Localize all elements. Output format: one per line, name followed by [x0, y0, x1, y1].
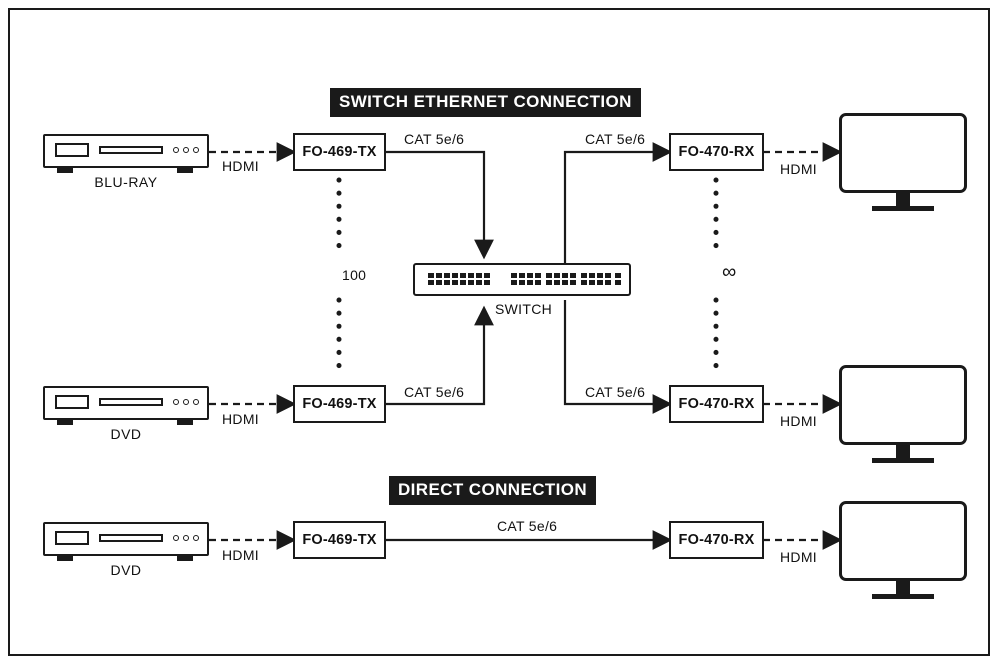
- switch-label: SWITCH: [495, 301, 553, 317]
- source-label-dvd-2: DVD: [110, 562, 142, 578]
- link-label-cat-rx1: CAT 5e/6: [585, 131, 646, 147]
- display-base: [872, 206, 934, 211]
- link-label-hdmi-out-1: HDMI: [780, 161, 817, 177]
- link-label-hdmi-1: HDMI: [222, 158, 259, 174]
- source-device-bluray: [43, 134, 209, 190]
- source-foot-right: [177, 420, 193, 425]
- receiver-box-1: FO-470-RX: [669, 133, 764, 171]
- display-1: [839, 113, 967, 217]
- display-screen: [839, 365, 967, 445]
- display-neck: [896, 445, 910, 459]
- display-screen: [839, 113, 967, 193]
- stack-count-rx: ∞: [722, 261, 737, 283]
- stack-count-tx: 100: [342, 267, 367, 283]
- display-base: [872, 594, 934, 599]
- network-switch: [413, 263, 631, 296]
- source-device-dvd-2: [43, 522, 209, 578]
- source-tray: [55, 395, 89, 409]
- display-base: [872, 458, 934, 463]
- source-foot-left: [57, 420, 73, 425]
- source-foot-left: [57, 556, 73, 561]
- transmitter-box-2: FO-469-TX: [293, 385, 386, 423]
- source-buttons: [173, 535, 199, 541]
- transmitter-box-3: FO-469-TX: [293, 521, 386, 559]
- switch-port-group-1: [428, 273, 490, 285]
- source-foot-right: [177, 556, 193, 561]
- display-2: [839, 365, 967, 469]
- source-disc-slot: [99, 534, 163, 542]
- switch-port-group-3: [546, 273, 576, 285]
- display-screen: [839, 501, 967, 581]
- link-label-cat-tx1: CAT 5e/6: [404, 131, 465, 147]
- display-3: [839, 501, 967, 605]
- source-device-dvd-1: [43, 386, 209, 442]
- source-buttons: [173, 399, 199, 405]
- source-foot-left: [57, 168, 73, 173]
- link-label-hdmi-out-3: HDMI: [780, 549, 817, 565]
- switch-port-group-4: [581, 273, 611, 285]
- source-tray: [55, 143, 89, 157]
- section-title-direct: DIRECT CONNECTION: [389, 476, 596, 505]
- link-label-hdmi-3: HDMI: [222, 547, 259, 563]
- section-title-switch-ethernet: SWITCH ETHERNET CONNECTION: [330, 88, 641, 117]
- switch-uplink-port: [615, 273, 621, 285]
- source-disc-slot: [99, 146, 163, 154]
- link-label-hdmi-2: HDMI: [222, 411, 259, 427]
- display-neck: [896, 193, 910, 207]
- link-label-cat-direct: CAT 5e/6: [497, 518, 558, 534]
- link-label-cat-rx2: CAT 5e/6: [585, 384, 646, 400]
- switch-port-group-2: [511, 273, 541, 285]
- source-label-bluray: BLU-RAY: [94, 174, 158, 190]
- source-disc-slot: [99, 398, 163, 406]
- source-foot-right: [177, 168, 193, 173]
- transmitter-box-1: FO-469-TX: [293, 133, 386, 171]
- link-label-cat-tx2: CAT 5e/6: [404, 384, 465, 400]
- source-buttons: [173, 147, 199, 153]
- link-label-hdmi-out-2: HDMI: [780, 413, 817, 429]
- receiver-box-3: FO-470-RX: [669, 521, 764, 559]
- display-neck: [896, 581, 910, 595]
- source-label-dvd-1: DVD: [110, 426, 142, 442]
- source-tray: [55, 531, 89, 545]
- receiver-box-2: FO-470-RX: [669, 385, 764, 423]
